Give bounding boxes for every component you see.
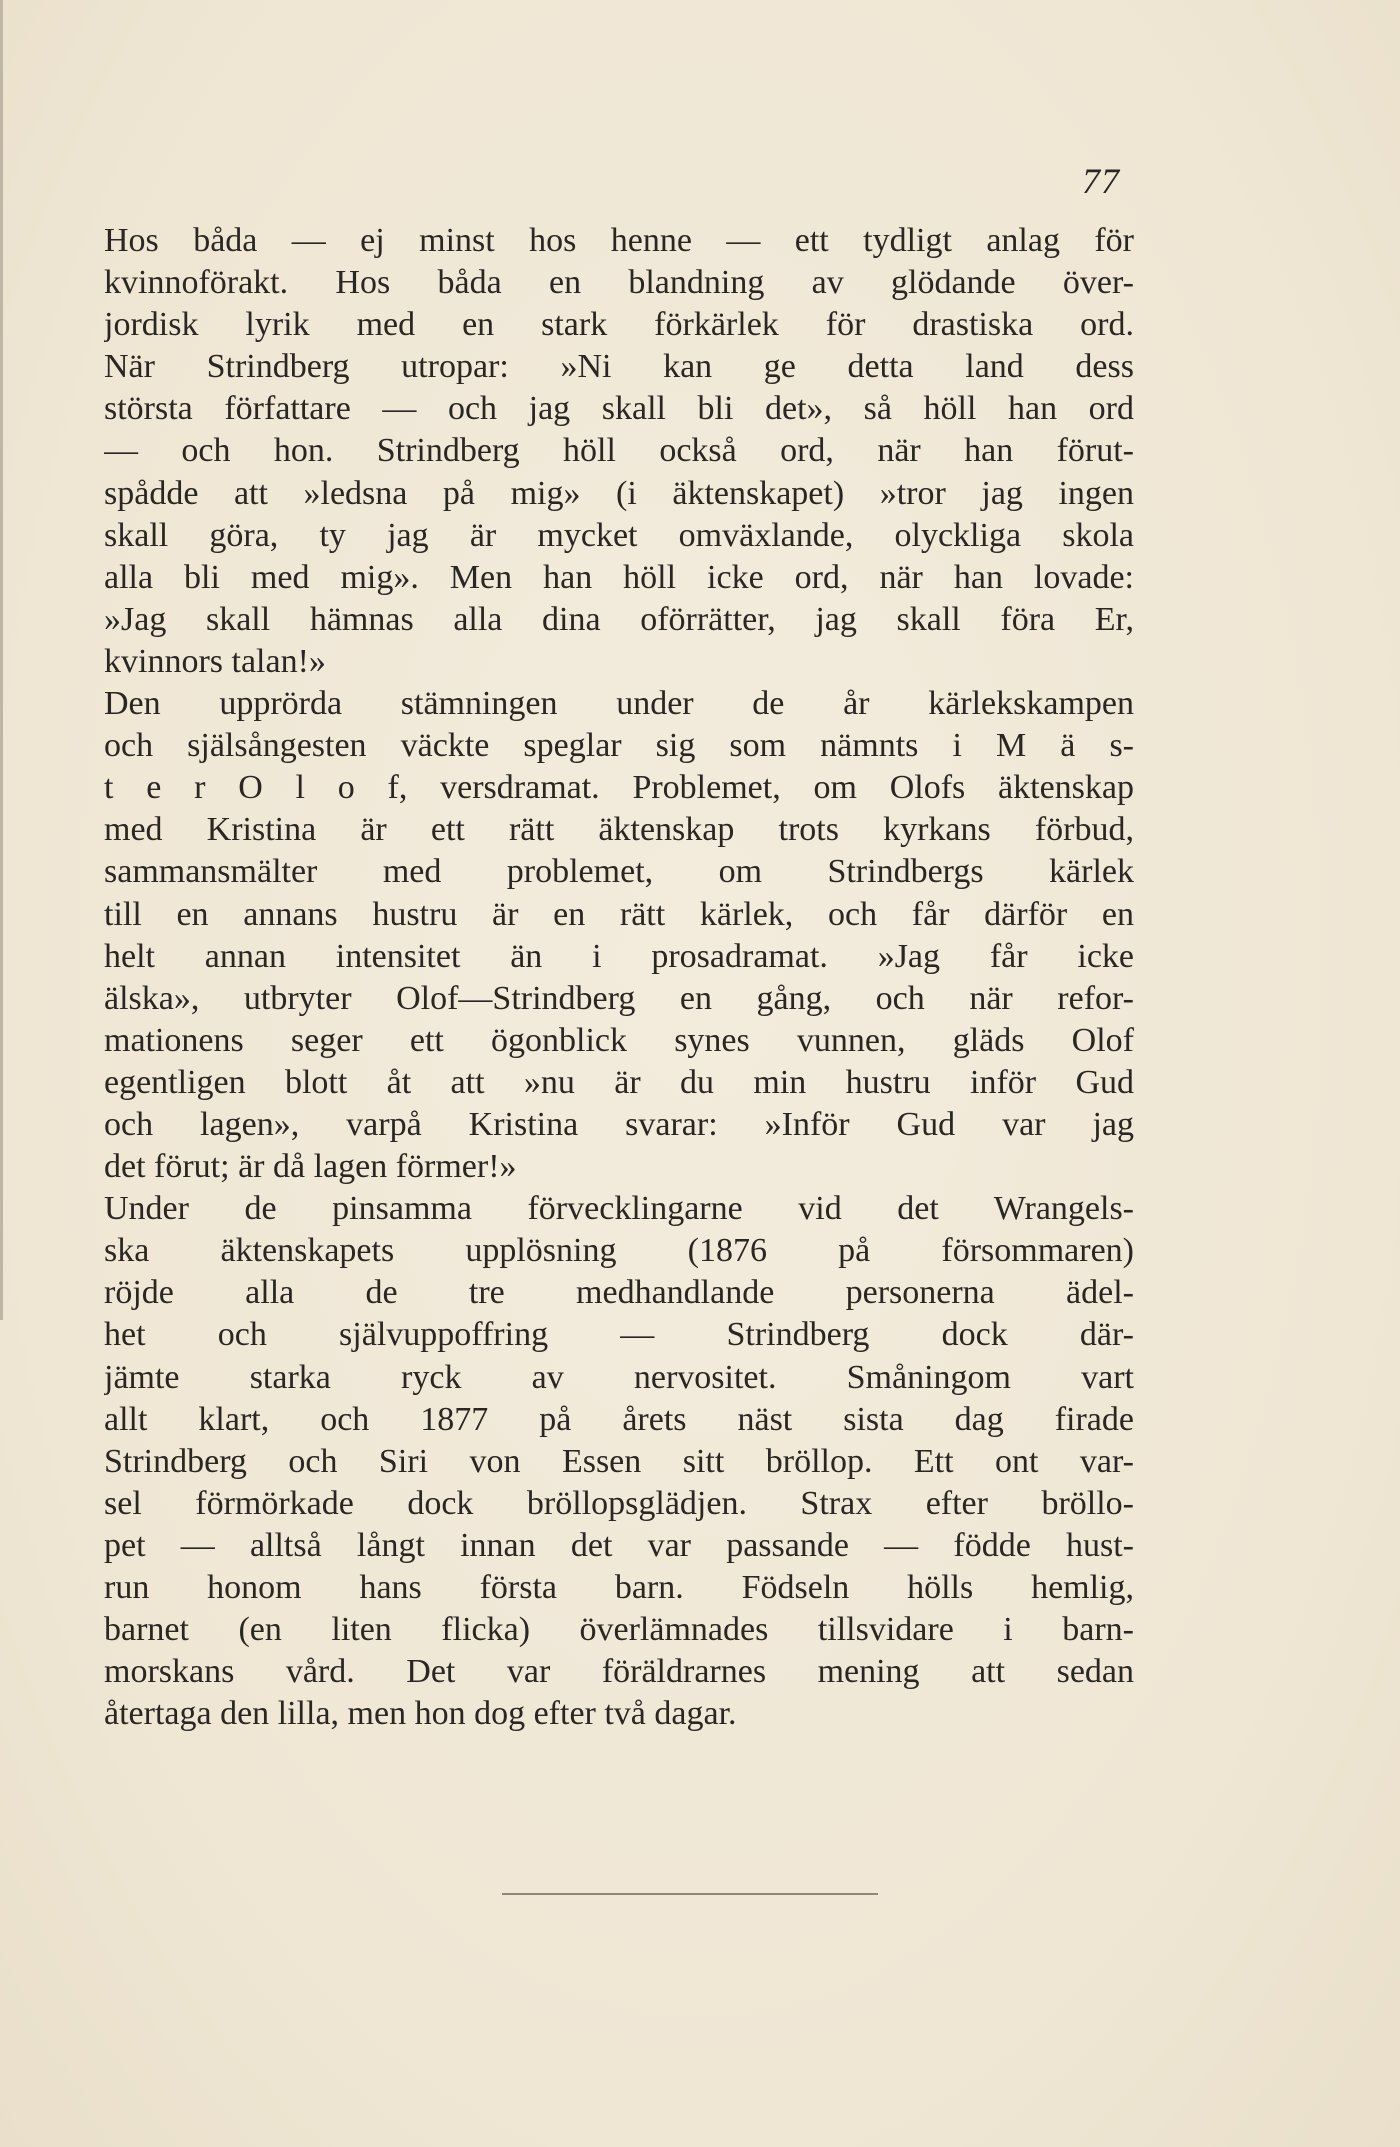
text-line: jämte starka ryck av nervositet. Småningom vart [104,1358,1134,1396]
text-line: Under de pinsamma förvecklingarne vid det Wrangels- [104,1190,1134,1228]
text-line: kvinnors talan!» [104,642,326,680]
page-number: 77 [1082,161,1120,201]
text-line: mationens seger ett ögonblick synes vunnen, gläds Olof [104,1021,1134,1059]
text-line: pet — alltså långt innan det var passande — födde hust- [104,1526,1134,1564]
text-line: återtaga den lilla, men hon dog efter två dagar. [104,1695,737,1733]
text-line: och själsångesten väckte speglar sig som nämnts i M ä s- [104,727,1134,765]
text-line: Strindberg och Siri von Essen sitt bröllop. Ett ont var- [104,1442,1134,1480]
text-line: skall göra, ty jag är mycket omväxlande, olyckliga skola [104,516,1134,554]
text-line: sel förmörkade dock bröllopsglädjen. Strax efter bröllo- [104,1484,1134,1522]
text-line: med Kristina är ett rätt äktenskap trots kyrkans förbud, [104,811,1134,849]
text-line: älska», utbryter Olof—Strindberg en gång, och när refor- [104,979,1134,1017]
text-line: det förut; är då lagen förmer!» [104,1148,517,1186]
text-line: alla bli med mig». Men han höll icke ord, när han lovade: [104,558,1134,596]
text-line: Den upprörda stämningen under de år kärlekskampen [104,685,1134,723]
text-line: kvinnoförakt. Hos båda en blandning av glödande över- [104,264,1134,302]
text-line: run honom hans första barn. Födseln hölls hemlig, [104,1569,1134,1606]
text-line: »Jag skall hämnas alla dina oförrätter, jag skall föra Er, [104,600,1134,638]
text-line: När Strindberg utropar: »Ni kan ge detta land dess [104,348,1134,386]
text-line: största författare — och jag skall bli det», så höll han ord [104,390,1134,428]
text-line: morskans vård. Det var föräldrarnes mening att sedan [104,1653,1134,1691]
text-line: spådde att »ledsna på mig» (i äktenskapet) »tror jag ingen [104,474,1134,512]
text-line: egentligen blott åt att »nu är du min hustru inför Gud [104,1063,1134,1101]
text-line: sammansmälter med problemet, om Strindbergs kärlek [104,853,1134,891]
text-line: ska äktenskapets upplösning (1876 på försommaren) [104,1232,1134,1270]
text-line: till en annans hustru är en rätt kärlek, och får därför en [104,895,1134,933]
text-line: Hos båda — ej minst hos henne — ett tydligt anlag för [104,222,1134,259]
text-line: het och självuppoffring — Strindberg dock där- [104,1316,1134,1354]
text-line: jordisk lyrik med en stark förkärlek för drastiska ord. [104,306,1134,344]
text-line: allt klart, och 1877 på årets näst sista dag firade [104,1400,1134,1438]
text-line: — och hon. Strindberg höll också ord, när han förut- [104,432,1134,470]
body-text [104,220,1134,1735]
text-line: röjde alla de tre medhandlande personerna ädel- [104,1274,1134,1312]
footer-rule [502,1893,878,1895]
text-line: barnet (en liten flicka) överlämnades tillsvidare i barn- [104,1611,1134,1649]
text-line: t e r O l o f, versdramat. Problemet, om Olofs äktenskap [104,769,1134,807]
text-line: helt annan intensitet än i prosadramat. »Jag får icke [104,937,1134,975]
text-line: och lagen», varpå Kristina svarar: »Inför Gud var jag [104,1105,1134,1143]
page-edge [0,0,3,1320]
